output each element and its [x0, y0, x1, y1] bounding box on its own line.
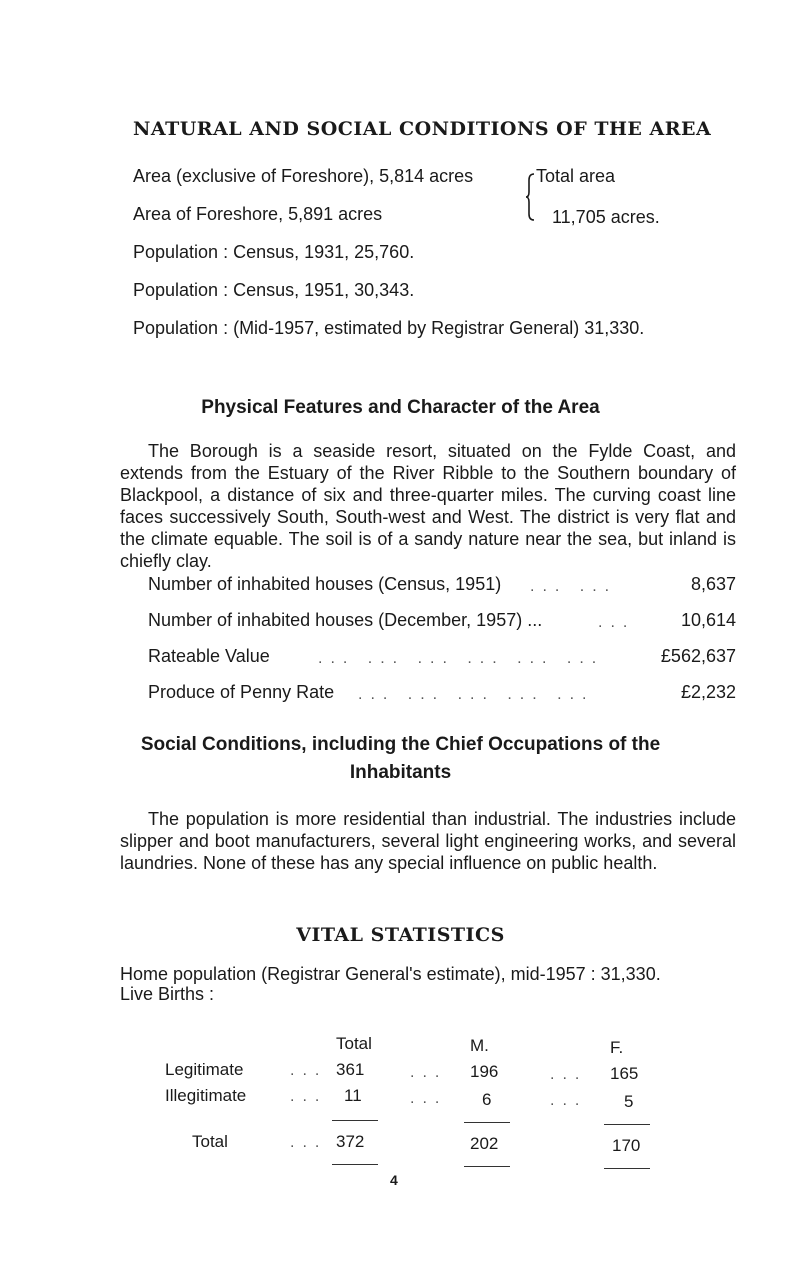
- illegitimate-dots-2: ...: [410, 1090, 448, 1107]
- social-heading-line1: Social Conditions, including the Chief Occupations of the: [140, 734, 661, 755]
- male-column-rule-bottom: [464, 1166, 510, 1167]
- column-male-header: M.: [470, 1036, 489, 1055]
- total-row-male: 202: [470, 1134, 499, 1153]
- rateable-value-value: £562,637: [660, 646, 736, 666]
- population-1957: Population : (Mid-1957, estimated by Registrar General) 31,330.: [133, 318, 645, 338]
- illegitimate-dots-1: ...: [290, 1088, 328, 1105]
- legitimate-label: Legitimate: [165, 1060, 244, 1079]
- penny-rate-label: Produce of Penny Rate: [148, 682, 335, 702]
- total-row-dots: ...: [290, 1134, 328, 1151]
- social-heading-line2: Inhabitants: [349, 762, 452, 783]
- total-area-label: Total area: [536, 166, 616, 186]
- legitimate-dots-3: ...: [550, 1066, 588, 1083]
- illegitimate-male: 6: [482, 1090, 492, 1109]
- houses-december-label: Number of inhabited houses (December, 1957) ...: [148, 610, 543, 630]
- physical-features-paragraph: The Borough is a seaside resort, situated on the Fylde Coast, and extends from the Estuary of the River Ribble to the Southern boundary of Blackpool, a distance of six and three-quarter miles. The curving coast line faces successively South, South-west and West. The district is very flat and the climate equable. The soil is of a sandy nature near the sea, but inland is chiefly clay.: [120, 441, 736, 571]
- illegitimate-label: Illegitimate: [165, 1086, 247, 1105]
- houses-december-dots: ...: [598, 614, 636, 631]
- rateable-value-dots: ... ... ... ... ... ...: [318, 650, 605, 667]
- column-total-header: Total: [336, 1034, 372, 1053]
- total-column-rule-bottom: [332, 1164, 378, 1165]
- total-row-label: Total: [192, 1132, 228, 1151]
- male-column-rule-top: [464, 1122, 510, 1123]
- brace-icon: [526, 172, 536, 222]
- population-1951: Population : Census, 1951, 30,343.: [133, 280, 415, 300]
- legitimate-dots-2: ...: [410, 1064, 448, 1081]
- total-area-value: 11,705 acres.: [552, 207, 660, 227]
- page-title: NATURAL AND SOCIAL CONDITIONS OF THE AREA: [133, 118, 712, 140]
- legitimate-total: 361: [336, 1060, 365, 1079]
- houses-census-label: Number of inhabited houses (Census, 1951): [148, 574, 502, 594]
- total-column-rule-top: [332, 1120, 378, 1121]
- population-1931: Population : Census, 1931, 25,760.: [133, 242, 415, 262]
- female-column-rule-bottom: [604, 1168, 650, 1169]
- penny-rate-value: £2,232: [680, 682, 736, 702]
- legitimate-female: 165: [610, 1064, 639, 1083]
- home-population-line: Home population (Registrar General's estimate), mid-1957 : 31,330.: [120, 964, 661, 984]
- houses-census-value: 8,637: [690, 574, 736, 594]
- penny-rate-dots: ... ... ... ... ...: [358, 686, 595, 703]
- page-number: 4: [390, 1172, 398, 1188]
- rateable-value-label: Rateable Value: [148, 646, 270, 666]
- illegitimate-female: 5: [624, 1092, 634, 1111]
- total-row-female: 170: [612, 1136, 641, 1155]
- area-foreshore-line: Area of Foreshore, 5,891 acres: [133, 204, 383, 224]
- physical-features-heading: Physical Features and Character of the Area: [201, 397, 600, 418]
- social-paragraph: The population is more residential than industrial. The industries include slipper and boot manufacturers, several light engineering works, and several laundries. None of these has any special influence on public health.: [120, 809, 736, 873]
- live-births-label: Live Births :: [120, 984, 215, 1004]
- legitimate-dots-1: ...: [290, 1062, 328, 1079]
- houses-census-dots: ... ...: [530, 578, 618, 595]
- female-column-rule-top: [604, 1124, 650, 1125]
- illegitimate-dots-3: ...: [550, 1092, 588, 1109]
- vital-statistics-heading: VITAL STATISTICS: [296, 924, 505, 946]
- houses-december-value: 10,614: [680, 610, 736, 630]
- total-row-total: 372: [336, 1132, 365, 1151]
- illegitimate-total: 11: [344, 1086, 362, 1105]
- area-exclusive-line: Area (exclusive of Foreshore), 5,814 acres: [133, 166, 474, 186]
- legitimate-male: 196: [470, 1062, 499, 1081]
- column-female-header: F.: [610, 1038, 624, 1057]
